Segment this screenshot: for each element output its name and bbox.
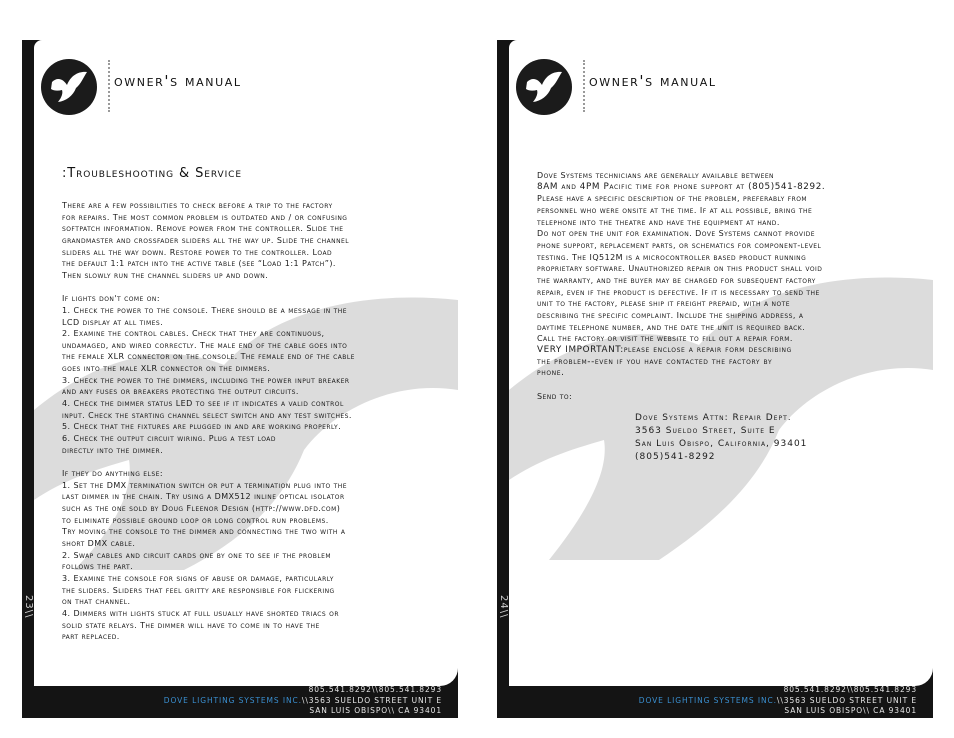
footer-contact [164, 685, 442, 717]
step-line: solid state relays. The dimmer will have to come in to have the [62, 620, 320, 630]
service-line: unit to the factory, please ship it freight prepaid, with a note [537, 299, 791, 309]
step-line: and any fuses or breakers protecting the output circuits. [62, 387, 299, 397]
address-line: (805)541-8292 [635, 452, 716, 462]
page-number: 23\\ [23, 595, 34, 619]
step-line: 4. Check the dimmer status LED to see if it indicates a valid control [62, 399, 344, 409]
right-page-content [509, 40, 933, 686]
step-line: short DMX cable. [62, 538, 136, 548]
troubleshooting-text [62, 200, 454, 643]
service-line: proprietary software. Unauthorized repair on this product shall void [537, 264, 823, 274]
step-line: LCD display at all times. [62, 317, 164, 327]
intro-line: There are a few possibilities to check before a trip to the factory [62, 201, 333, 210]
step-line: goes into the male XLR connector on the dimmers. [62, 364, 271, 374]
step-line: input. Check the starting channel select switch and any test switches. [62, 410, 352, 420]
service-line: describing the specific complaint. Include the shipping address, a [537, 310, 804, 320]
dove-logo-icon [515, 58, 573, 116]
step-line: undamaged, and wired correctly. The male end of the cable goes into [62, 340, 348, 350]
header-divider [108, 60, 112, 112]
step-line: 5. Check that the fixtures are plugged in and are working properly. [62, 422, 342, 432]
step-line: to eliminate possible ground loop or long control run problems. [62, 515, 329, 525]
else-heading: If they do anything else: [62, 468, 163, 478]
address-line: San Luis Obispo, California, 93401 [635, 439, 808, 449]
service-line: Dove Systems technicians are generally available between [537, 171, 774, 180]
manual-title: owner's manual [589, 72, 717, 90]
footer-company: DOVE LIGHTING SYSTEMS INC. [638, 695, 777, 705]
step-line: part replaced. [62, 632, 120, 642]
footer-street: \\3563 SUELDO STREET UNIT E [776, 695, 917, 705]
intro-line: for repairs. The most common problem is outdated and / or confusing [62, 212, 348, 222]
header-divider [583, 60, 587, 112]
intro-line: sliders all the way down. Restore power to the controller. Load [62, 247, 333, 257]
service-line: the warranty, and the buyer may be charged for subsequent factory [537, 275, 816, 285]
manual-title: owner's manual [114, 72, 242, 90]
address-line: Dove Systems Attn: Repair Dept. [635, 413, 792, 423]
intro-line: Then slowly run the channel sliders up and down. [62, 270, 269, 280]
important-line: phone. [537, 368, 565, 379]
step-line: such as the one sold by Doug Fleenor Design (http://www.dfd.com) [62, 503, 341, 513]
dove-logo-icon [40, 58, 98, 116]
step-line: 3. Check the power to the dimmers, including the power input breaker [62, 375, 350, 385]
step-line: directly into the dimmer. [62, 445, 164, 455]
service-text [537, 170, 929, 403]
service-line: testing. The IQ512M is a microcontroller based product running [537, 252, 807, 262]
step-line: 1. Set the DMX termination switch or put a termination plug into the [62, 480, 347, 490]
intro-line: the default 1:1 patch into the active table (see “Load 1:1 Patch”). [62, 259, 336, 269]
step-line: the sliders. Sliders that feel gritty are responsible for flickering [62, 585, 335, 595]
service-line: personnel who were onsite at the time. If at all possible, bring the [537, 205, 813, 215]
address-line: 3563 Sueldo Street, Suite E [635, 426, 776, 436]
step-line: the female XLR connector on the console. The female end of the cable [62, 352, 355, 362]
service-line: Call the factory or visit the website to fill out a repair form. [537, 334, 793, 344]
no-light-heading: If lights don't come on: [62, 294, 161, 304]
step-line: 4. Dimmers with lights stuck at full usually have shorted triacs or [62, 608, 339, 618]
send-to-label: Send to: [537, 392, 573, 402]
service-line: Please have a specific description of the problem, preferably from [537, 194, 807, 204]
step-line: 1. Check the power to the console. There should be a message in the [62, 305, 347, 315]
step-line: 6. Check the output circuit wiring. Plug a test load [62, 434, 276, 444]
service-line: 8AM and 4PM Pacific time for phone support at (805)541-8292. [537, 181, 826, 192]
important-line: the problem--even if you have contacted the factory by [537, 356, 773, 367]
service-line: phone support, replacement parts, or schematics for component-level [537, 240, 822, 250]
service-line: telephone into the theatre and have the equipment at hand. [537, 217, 780, 227]
repair-address [635, 412, 807, 464]
step-line: Try moving the console to the dimmer and connecting the two with a [62, 527, 346, 537]
service-line: repair, even if the product is defective. If it is necessary to send the [537, 287, 820, 297]
step-line: 3. Examine the console for signs of abuse or damage, particularly [62, 573, 334, 583]
footer-street: \\3563 SUELDO STREET UNIT E [301, 695, 442, 705]
page-number: 24\\ [498, 595, 509, 619]
left-page [22, 40, 458, 718]
service-line: daytime telephone number, and the date the unit is required back. [537, 322, 806, 332]
step-line: on that channel. [62, 597, 131, 607]
footer-phone: 805.541.8292\\805.541.8293 [783, 685, 917, 694]
left-page-content [34, 40, 458, 686]
footer-contact [639, 685, 917, 717]
step-line: 2. Examine the control cables. Check that they are continuous, [62, 329, 325, 339]
section-title: :Troubleshooting & Service [62, 166, 242, 181]
step-line: 2. Swap cables and circuit cards one by one to see if the problem [62, 550, 332, 560]
footer-city: SAN LUIS OBISPO\\ CA 93401 [784, 706, 917, 715]
important-line: VERY IMPORTANT:please enclose a repair form describing [537, 344, 792, 355]
step-line: last dimmer in the chain. Try using a DMX512 inline optical isolator [62, 492, 345, 502]
footer-city: SAN LUIS OBISPO\\ CA 93401 [309, 706, 442, 715]
intro-line: softpatch information. Remove power from the controller. Slide the [62, 224, 344, 234]
right-page [497, 40, 933, 718]
footer-phone: 805.541.8292\\805.541.8293 [308, 685, 442, 694]
step-line: follows the part. [62, 562, 134, 572]
intro-line: grandmaster and crossfader sliders all the way up. Slide the channel [62, 235, 350, 245]
service-line: Do not open the unit for examination. Dove Systems cannot provide [537, 229, 815, 239]
footer-company: DOVE LIGHTING SYSTEMS INC. [163, 695, 302, 705]
